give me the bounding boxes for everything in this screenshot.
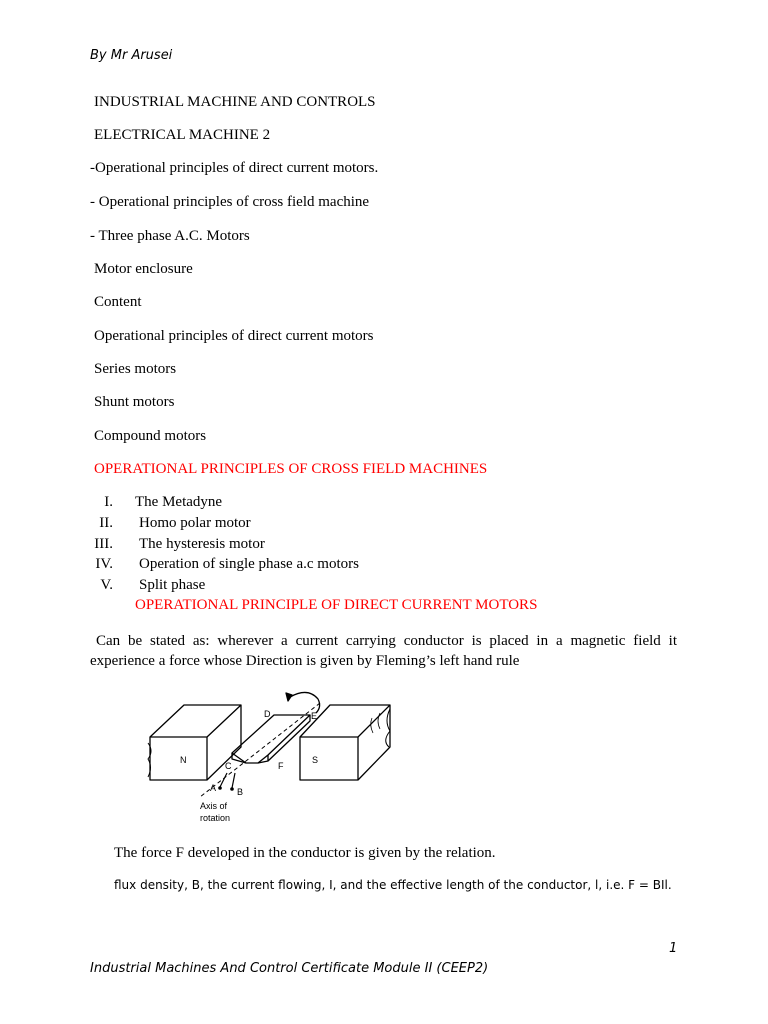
list-text: The Metadyne <box>135 494 223 510</box>
label-c: C <box>225 761 232 771</box>
rotation-axis <box>200 703 320 797</box>
section-line: Series motors <box>94 361 177 377</box>
topic-line: - Operational principles of cross field machine <box>90 194 370 210</box>
axis-label-line1: Axis of <box>200 801 228 811</box>
content-label: Content <box>94 294 142 310</box>
list-number: III. <box>94 536 113 552</box>
principle-paragraph: Can be stated as: wherever a current carrying conductor is placed in a magnetic field it experience a force whose Direction is given by Fleming’s left hand rule <box>90 633 677 669</box>
page-number: 1 <box>669 941 678 956</box>
label-a: A <box>210 783 217 793</box>
document-subtitle: ELECTRICAL MACHINE 2 <box>94 127 271 143</box>
footer-module: Industrial Machines And Control Certificate Module II (CEEP2) <box>90 961 489 976</box>
section-line: Shunt motors <box>94 394 175 410</box>
north-label: N <box>180 755 187 765</box>
label-e: E <box>311 711 318 721</box>
document-title: INDUSTRIAL MACHINE AND CONTROLS <box>94 94 376 110</box>
list-text: Homo polar motor <box>139 515 251 531</box>
list-number: II. <box>99 515 113 531</box>
axis-label-line2: rotation <box>200 813 231 823</box>
conductor-loop <box>232 715 310 763</box>
force-sentence: The force F developed in the conductor is given by the relation. <box>114 845 496 861</box>
label-d: D <box>264 709 271 719</box>
list-number: I. <box>104 494 113 510</box>
label-f: F <box>278 761 284 771</box>
section-line: Compound motors <box>94 428 207 444</box>
topic-line: Motor enclosure <box>94 261 193 277</box>
topic-line: -Operational principles of direct current motors. <box>90 160 379 176</box>
topic-line: - Three phase A.C. Motors <box>90 228 250 244</box>
author-header: By Mr Arusei <box>90 48 173 63</box>
list-number: V. <box>100 577 113 593</box>
formula-sentence: flux density, B, the current flowing, I, and the effective length of the conductor, l, i.e. F = BIl. <box>114 878 672 892</box>
list-number: IV. <box>95 556 113 572</box>
south-label: S <box>312 755 319 765</box>
rotation-arrow <box>290 692 320 713</box>
list-text: Operation of single phase a.c motors <box>139 556 359 572</box>
list-text: The hysteresis motor <box>139 536 265 552</box>
list-text: Split phase <box>139 577 206 593</box>
cross-field-heading: OPERATIONAL PRINCIPLES OF CROSS FIELD MACHINES <box>94 461 488 477</box>
section-line: Operational principles of direct current motors <box>94 328 374 344</box>
label-b: B <box>237 787 244 797</box>
dc-motors-heading: OPERATIONAL PRINCIPLE OF DIRECT CURRENT MOTORS <box>135 597 538 613</box>
motor-principle-figure <box>140 685 400 830</box>
